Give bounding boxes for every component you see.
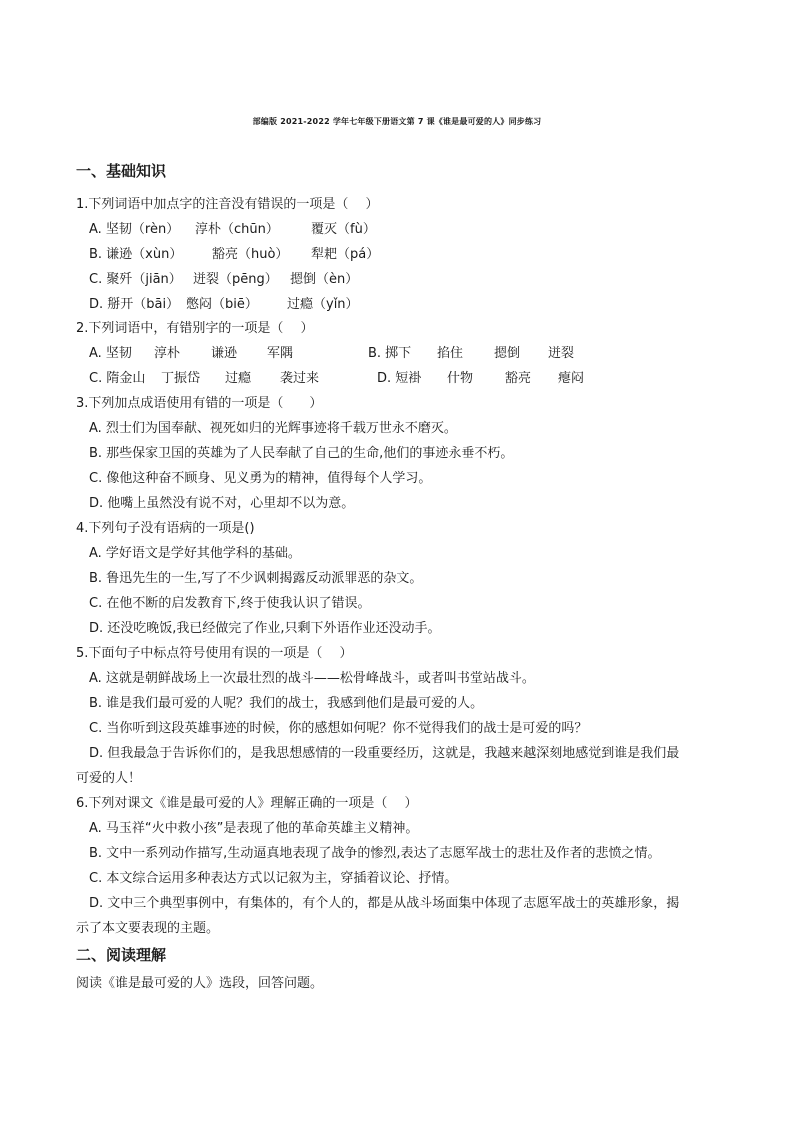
q1-option-b-3: 犁耙（pá） [311,247,380,262]
q5-option-d-line2: 可爱的人！ [76,771,142,786]
q6-option-a: A. 马玉祥“火中救小孩”是表现了他的革命英雄主义精神。 [89,821,419,836]
q2-option-a-4: 军隅 [267,346,294,361]
q3-option-d: D. 他嘴上虽然没有说不对，心里却不以为意。 [89,496,355,511]
q1-option-c-1: C. 聚歼（jiān） [89,272,182,287]
q5-option-c: C. 当你听到这段英雄事迹的时候，你的感想如何呢？你不觉得我们的战士是可爱的吗？ [89,721,588,736]
q2-option-d-1: D. 短褂 [377,371,422,386]
q1-option-a-2: 淳朴（chūn） [195,222,279,237]
q5-option-d-line1: D. 但我最急于告诉你们的，是我思想感情的一段重要经历，这就是，我越来越深刻地感觉到谁是我们最 [89,746,680,761]
q6-option-b: B. 文中一系列动作描写,生动逼真地表现了战争的惨烈,表达了志愿军战士的悲壮及作者的悲愤之情。 [89,846,661,861]
page-title: 部编版 2021-2022 学年七年级下册语文第 7 课《谁是最可爱的人》同步练习 [252,117,542,126]
q1-option-d-1: D. 掰开（bāi） [89,297,180,312]
q1-option-a-1: A. 坚韧（rèn） [89,222,180,237]
q4-option-a: A. 学好语文是学好其他学科的基础。 [89,546,301,561]
q1-option-a-3: 覆灭（fù） [311,222,376,237]
q2-option-c-3: 过瘾 [225,371,252,386]
q3-option-b: B. 那些保家卫国的英雄为了人民奉献了自己的生命,他们的事迹永垂不朽。 [89,446,514,461]
q1-option-b-2: 豁亮（huò） [212,247,289,262]
q5-option-b: B. 谁是我们最可爱的人呢？我们的战士，我感到他们是最可爱的人。 [89,696,484,711]
q5-option-a: A. 这就是朝鲜战场上一次最壮烈的战斗——松骨峰战斗，或者叫书堂站战斗。 [89,671,535,686]
q3-option-a: A. 烈士们为国奉献、视死如归的光辉事迹将千载万世永不磨灭。 [89,421,457,436]
q1-option-c-2: 迸裂（pēng） [193,272,278,287]
question-6-stem: 6.下列对课文《谁是最可爱的人》理解正确的一项是（ ） [76,796,418,811]
q1-option-d-3: 过瘾（yǐn） [287,297,359,312]
reading-intro: 阅读《谁是最可爱的人》选段，回答问题。 [76,976,324,991]
q4-option-c: C. 在他不断的启发教育下,终于使我认识了错误。 [89,596,371,611]
q6-option-c: C. 本文综合运用多种表达方式以记叙为主，穿插着议论、抒情。 [89,871,458,886]
q1-option-d-2: 憋闷（biē） [186,297,258,312]
q6-option-d-line2: 示了本文要表现的主题。 [76,921,220,936]
question-1-stem: 1.下列词语中加点字的注音没有错误的一项是（ ） [76,197,379,212]
q1-option-b-1: B. 谦逊（xùn） [89,247,183,262]
q3-option-c: C. 像他这种奋不顾身、见义勇为的精神，值得每个人学习。 [89,471,432,486]
section-heading-reading: 二、阅读理解 [76,946,167,964]
q2-option-b-3: 摁倒 [494,346,521,361]
q4-option-d: D. 还没吃晚饭,我已经做完了作业,只剩下外语作业还没动手。 [89,621,441,636]
q2-option-a-1: A. 坚韧 [89,346,132,361]
section-heading-basic: 一、基础知识 [76,162,167,180]
q2-option-c-4: 袭过来 [280,371,320,386]
q1-option-c-3: 摁倒（èn） [290,272,359,287]
q4-option-b: B. 鲁迅先生的一生,写了不少讽刺揭露反动派罪恶的杂文。 [89,571,423,586]
q2-option-a-3: 谦逊 [211,346,238,361]
q2-option-a-2: 淳朴 [154,346,181,361]
q2-option-d-3: 豁亮 [505,371,532,386]
q2-option-d-2: 什物 [447,371,474,386]
q6-option-d-line1: D. 文中三个典型事例中，有集体的，有个人的，都是从战斗场面集中体现了志愿军战士的英雄形象，揭 [89,896,680,911]
q2-option-b-2: 掐住 [437,346,464,361]
q2-option-c-2: 丁振岱 [161,371,201,386]
question-2-stem: 2.下列词语中，有错别字的一项是（ ） [76,321,314,336]
question-5-stem: 5.下面句子中标点符号使用有误的一项是（ ） [76,646,353,661]
q2-option-b-1: B. 掷下 [368,346,412,361]
q2-option-b-4: 迸裂 [548,346,575,361]
question-3-stem: 3.下列加点成语使用有错的一项是（ ） [76,396,323,411]
question-4-stem: 4.下列句子没有语病的一项是() [76,521,255,536]
q2-option-c-1: C. 隋金山 [89,371,146,386]
q2-option-d-4: 瘪闷 [558,371,585,386]
